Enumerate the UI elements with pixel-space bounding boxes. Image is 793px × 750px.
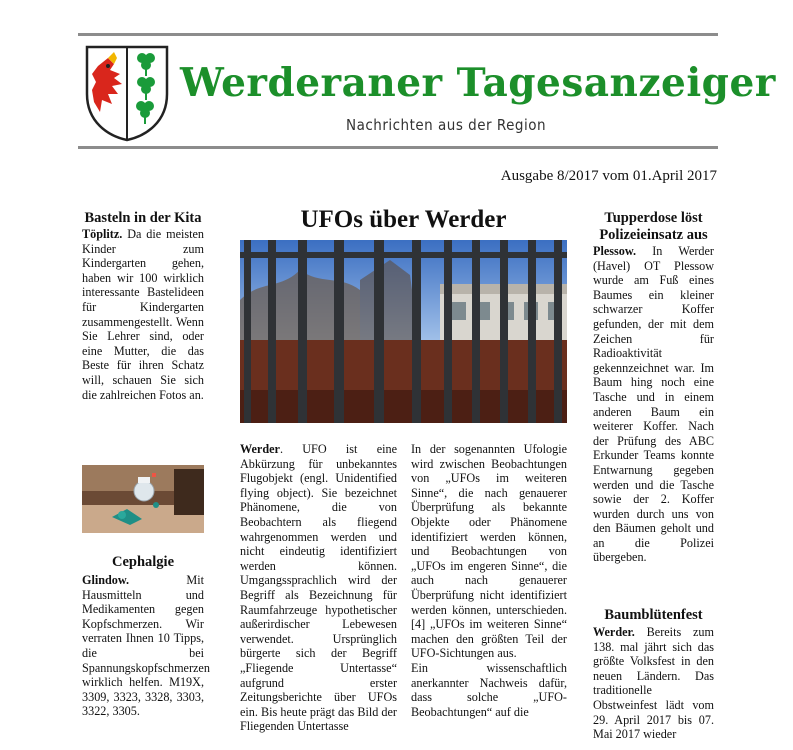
- top-rule: [78, 33, 718, 36]
- right-column: [593, 210, 714, 565]
- left-column: [82, 210, 204, 402]
- article-headline: Baumblütenfest: [604, 607, 703, 623]
- article-paragraph: Ein wissenschaftlich anerkannter Nachweis dafür, dass solche „UFO-Beobachtungen“ auf die: [411, 660, 567, 719]
- center-column-1: [240, 442, 397, 734]
- issue-line: Ausgabe 8/2017 vom 01.April 2017: [500, 168, 717, 184]
- article-text: [82, 573, 210, 719]
- ufo-photo: [240, 240, 567, 423]
- center-column-2: [411, 442, 567, 719]
- article-body: Da die meisten Kinder zum Kindergarten gehen, haben wir 100 wirklich interessante Bastelideen für Kindergarten zusammengestellt. Wenn Sie Lehrer sind, oder eine Mutter, die das Beste für ihren Schatz will, schauen Sie sich die zahlreichen Fotos an.: [82, 227, 204, 402]
- article-dateline: Töplitz.: [82, 227, 123, 241]
- article-text: [82, 227, 204, 402]
- article-headline: Cephalgie: [111, 554, 175, 570]
- right-column-lower: [593, 607, 714, 742]
- article-paragraph: In der sogenannten Ufologie wird zwischen Beobachtungen von „UFOs im weiteren Sinne“, die nach genauerer Überprüfung als bekannte Objekte oder Phänomene identifiziert werden können, und Beobachtungen von „UFOs im engeren Sinne“, die auch nach genauerer Überprüfung nicht identifiziert werden können, unterschieden.[4] „UFOs im weiteren Sinne“ machen den größten Teil der UFO-Sichtungen aus.: [411, 442, 567, 661]
- article-body: In Werder (Havel) OT Plessow wurde am Fuß eines Baumes ein kleiner schwarzer Koffer gefunden, der mit dem Zeichen für Radioaktivität gekennzeichnet war. Im Baum hing noch eine Tasche und in einem anderen Baum ein weiterer Koffer. Nach der Prüfung des ABC Erkunder Teams konnte Entwarnung gegeben werden und die Tasche sowie der 2. Koffer wurden durch uns von den Bäumen geholt und an die Polizei übergeben.: [593, 244, 714, 565]
- article-text: [240, 442, 397, 734]
- article-body: . UFO ist eine Abkürzung für unbekanntes Flugobjekt (engl. Unidentified flying object). Sie bezeichnet Phänomene, die von Beobachtern als fliegend wahrgenommen werden und nicht eindeutig identifiziert werden können. Umgangssprachlich wird der Begriff als Bezeichnung für Raumfahrzeuge hypothetischer außerirdischer Lebewesen verwendet. Ursprünglich bürgerte sich der Begriff „Fliegende Untertasse“ aufgrund erster Zeitungsberichte über UFOs ein. Bis heute prägt das Bild der Fliegenden Untertasse: [240, 442, 397, 734]
- kita-photo: [82, 465, 204, 533]
- article-dateline: Glindow.: [82, 573, 130, 587]
- article-headline: Basteln in der Kita: [84, 210, 202, 226]
- coat-of-arms-icon: [84, 44, 170, 142]
- newspaper-subtitle: Nachrichten aus der Region: [345, 116, 547, 134]
- article-text: [593, 244, 714, 565]
- masthead-rule: [78, 146, 718, 149]
- left-column-lower: [82, 554, 210, 719]
- article-body: Mit Hausmitteln und Medikamenten gegen Kopfschmerzen. Wir verraten Ihnen 10 Tipps, die bei Spannungskopfschmerzen wirklich helfen. M19X, 3309, 3323, 3328, 3303, 3322, 3305.: [82, 573, 210, 719]
- article-headline: Tupperdose löst Polizeieinsatz aus: [599, 210, 708, 243]
- article-text: [593, 625, 714, 742]
- article-body: Bereits zum 138. mal jährt sich das größte Volksfest in den neuen Ländern. Das traditionelle Obstweinfest lädt vom 29. April 2017 bis 07. Mai 2017 wieder: [593, 625, 714, 742]
- article-dateline: Werder.: [593, 625, 635, 639]
- main-headline: UFOs über Werder: [300, 206, 507, 233]
- article-dateline: Plessow.: [593, 244, 636, 258]
- article-dateline: Werder: [240, 442, 280, 456]
- newspaper-title: Werderaner Tagesanzeiger: [180, 60, 776, 106]
